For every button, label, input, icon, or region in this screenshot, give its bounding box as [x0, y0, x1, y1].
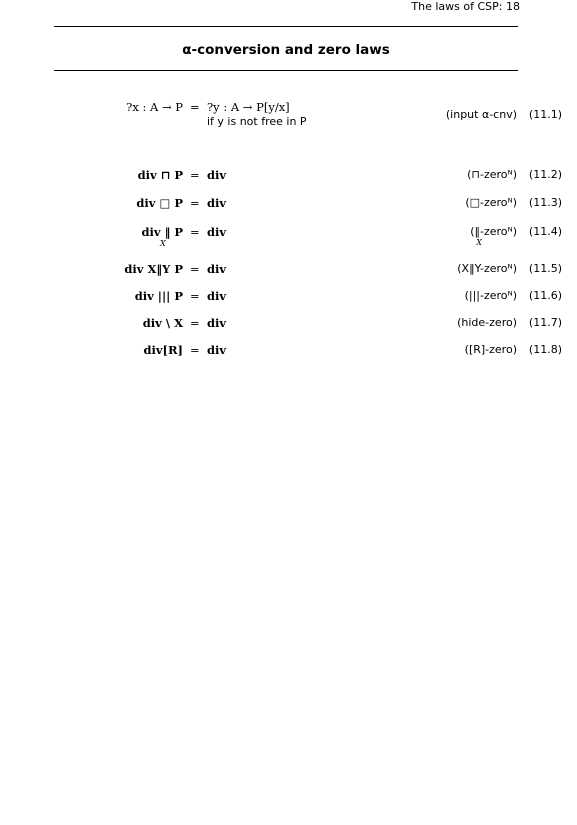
law-name: (X‖Y-zeroᴺ)	[457, 262, 517, 275]
law-rhs: div	[207, 316, 227, 330]
law-name: (⊓-zeroᴺ)	[467, 168, 517, 181]
law-name: ([R]-zero)	[464, 343, 517, 356]
law-number: (11.5)	[528, 262, 562, 275]
equals-sign: =	[190, 262, 200, 276]
equals-sign: =	[190, 225, 200, 239]
law-11-5	[0, 262, 577, 292]
equals-sign: =	[190, 196, 200, 210]
law-lhs: ?x : A → P	[126, 100, 183, 114]
law-name: (hide-zero)	[457, 316, 517, 329]
law-11-3	[0, 196, 577, 226]
law-number: (11.2)	[528, 168, 562, 181]
law-rhs: div	[207, 225, 227, 239]
law-name: (input α-cnv)	[445, 108, 517, 121]
law-11-2	[0, 168, 577, 198]
law-rhs: div	[207, 343, 227, 357]
law-number: (11.3)	[528, 196, 562, 209]
equals-sign: =	[190, 168, 200, 182]
law-number: (11.7)	[528, 316, 562, 329]
law-number: (11.6)	[528, 289, 562, 302]
side-condition: if y is not free in P	[207, 115, 307, 128]
law-lhs: div X‖Y P	[124, 262, 183, 276]
title-top-rule	[54, 26, 518, 27]
law-11-8	[0, 343, 577, 373]
law-rhs: div	[207, 262, 227, 276]
law-name	[470, 225, 517, 247]
title-bottom-rule	[54, 70, 518, 71]
law-lhs: div \ X	[142, 316, 183, 330]
running-head: The laws of CSP: 18	[411, 0, 520, 13]
law-rhs: div	[207, 289, 227, 303]
law-11-1	[0, 100, 577, 130]
law-rhs: div	[207, 196, 227, 210]
law-number: (11.4)	[528, 225, 562, 238]
law-11-6	[0, 289, 577, 319]
law-number: (11.8)	[528, 343, 562, 356]
law-11-7	[0, 316, 577, 346]
law-lhs-subscript: X	[160, 239, 166, 248]
law-lhs: div □ P	[136, 196, 183, 210]
law-rhs: div	[207, 168, 227, 182]
law-lhs: div ‖ P	[141, 225, 183, 239]
law-name-text: (‖-zeroᴺ)	[470, 225, 517, 238]
law-11-4	[0, 225, 577, 255]
equals-sign: =	[190, 100, 200, 114]
section-title: α-conversion and zero laws	[182, 42, 390, 58]
law-rhs: ?y : A → P[y/x]	[207, 100, 290, 114]
law-number: (11.1)	[528, 108, 562, 121]
equals-sign: =	[190, 343, 200, 357]
equals-sign: =	[190, 289, 200, 303]
law-lhs: div ⊓ P	[137, 168, 183, 182]
law-name: (|||-zeroᴺ)	[464, 289, 517, 302]
law-lhs: div[R]	[143, 343, 183, 357]
law-lhs: div ||| P	[134, 289, 183, 303]
law-name: (□-zeroᴺ)	[465, 196, 517, 209]
law-name-subscript: X	[476, 238, 482, 247]
equals-sign: =	[190, 316, 200, 330]
